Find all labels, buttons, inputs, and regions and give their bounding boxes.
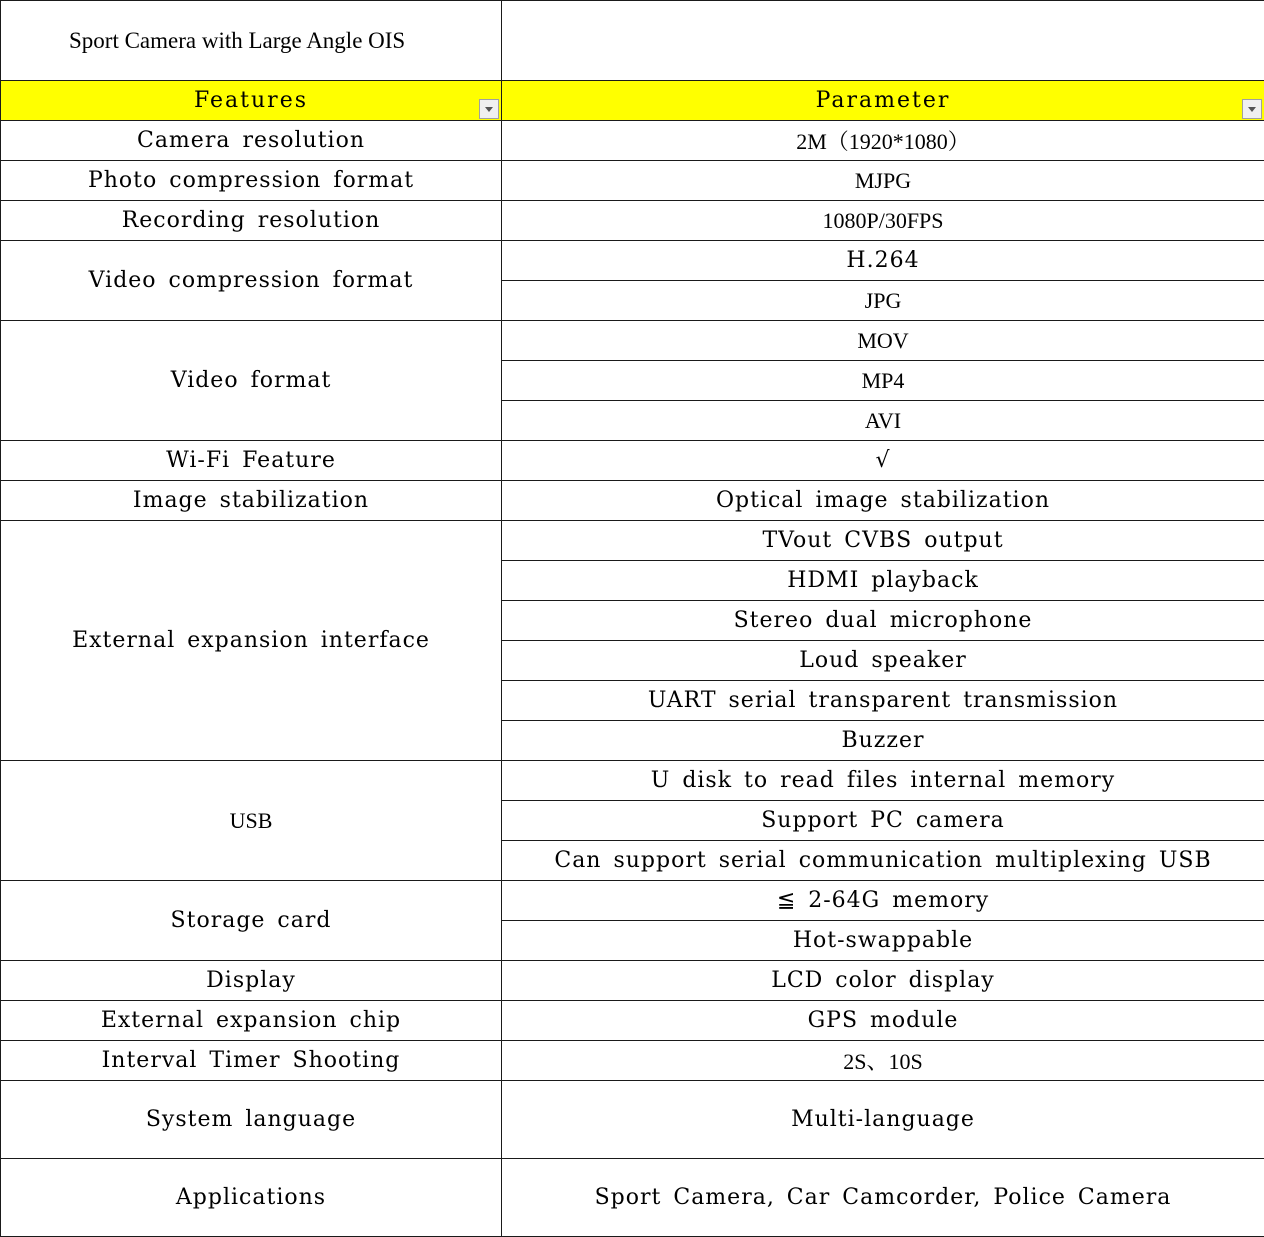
feature-cell: Recording resolution [1,201,502,241]
table-row [1,521,1264,561]
table-row [1,761,1264,801]
parameter-cell: MJPG [502,161,1264,201]
feature-cell: Display [1,961,502,1001]
feature-cell: Camera resolution [1,121,502,161]
table-row [1,241,1264,281]
title-row [1,1,1264,81]
table-row [1,201,1264,241]
parameter-cell: U disk to read files internal memory [502,761,1264,801]
feature-cell: Photo compression format [1,161,502,201]
table-row [1,321,1264,361]
parameter-cell: H.264 [502,241,1264,281]
parameter-cell: Loud speaker [502,641,1264,681]
parameter-cell: Multi-language [502,1081,1264,1159]
feature-cell: Image stabilization [1,481,502,521]
column-header-parameter [502,81,1264,121]
parameter-cell: LCD color display [502,961,1264,1001]
checkmark-icon: √ [502,441,1264,481]
header-row [1,81,1264,121]
table-row [1,961,1264,1001]
table-row [1,161,1264,201]
parameter-cell: Sport Camera, Car Camcorder, Police Camera [502,1159,1264,1237]
column-header-parameter-label: Parameter [815,88,951,113]
table-row [1,881,1264,921]
feature-cell: Interval Timer Shooting [1,1041,502,1081]
feature-cell: Wi-Fi Feature [1,441,502,481]
table-row [1,1081,1264,1159]
features-filter-dropdown-icon[interactable] [479,99,499,119]
table-row [1,1001,1264,1041]
feature-cell: USB [1,761,502,881]
parameter-cell: Support PC camera [502,801,1264,841]
parameter-cell: 2S、10S [502,1041,1264,1081]
table-row [1,1041,1264,1081]
parameter-cell: 2M（1920*1080） [502,121,1264,161]
parameter-cell: AVI [502,401,1264,441]
title-empty-cell [502,1,1264,81]
table-row [1,121,1264,161]
feature-cell: Applications [1,1159,502,1237]
parameter-filter-dropdown-icon[interactable] [1242,99,1262,119]
parameter-cell: GPS module [502,1001,1264,1041]
feature-cell: Video compression format [1,241,502,321]
feature-cell: Storage card [1,881,502,961]
parameter-cell: Hot-swappable [502,921,1264,961]
parameter-cell: Can support serial communication multiplexing USB [502,841,1264,881]
parameter-cell: MP4 [502,361,1264,401]
table-row [1,1159,1264,1237]
table-title: Sport Camera with Large Angle OIS [1,1,502,81]
column-header-features-label: Features [193,88,309,113]
parameter-cell: Optical image stabilization [502,481,1264,521]
parameter-cell: Buzzer [502,721,1264,761]
parameter-cell: JPG [502,281,1264,321]
parameter-cell: ≦ 2-64G memory [502,881,1264,921]
parameter-cell: 1080P/30FPS [502,201,1264,241]
feature-cell: External expansion interface [1,521,502,761]
feature-cell: System language [1,1081,502,1159]
table-row [1,481,1264,521]
table-row [1,441,1264,481]
parameter-cell: HDMI playback [502,561,1264,601]
column-header-features [1,81,502,121]
feature-cell: External expansion chip [1,1001,502,1041]
parameter-cell: Stereo dual microphone [502,601,1264,641]
parameter-cell: TVout CVBS output [502,521,1264,561]
parameter-cell: UART serial transparent transmission [502,681,1264,721]
feature-cell: Video format [1,321,502,441]
parameter-cell: MOV [502,321,1264,361]
